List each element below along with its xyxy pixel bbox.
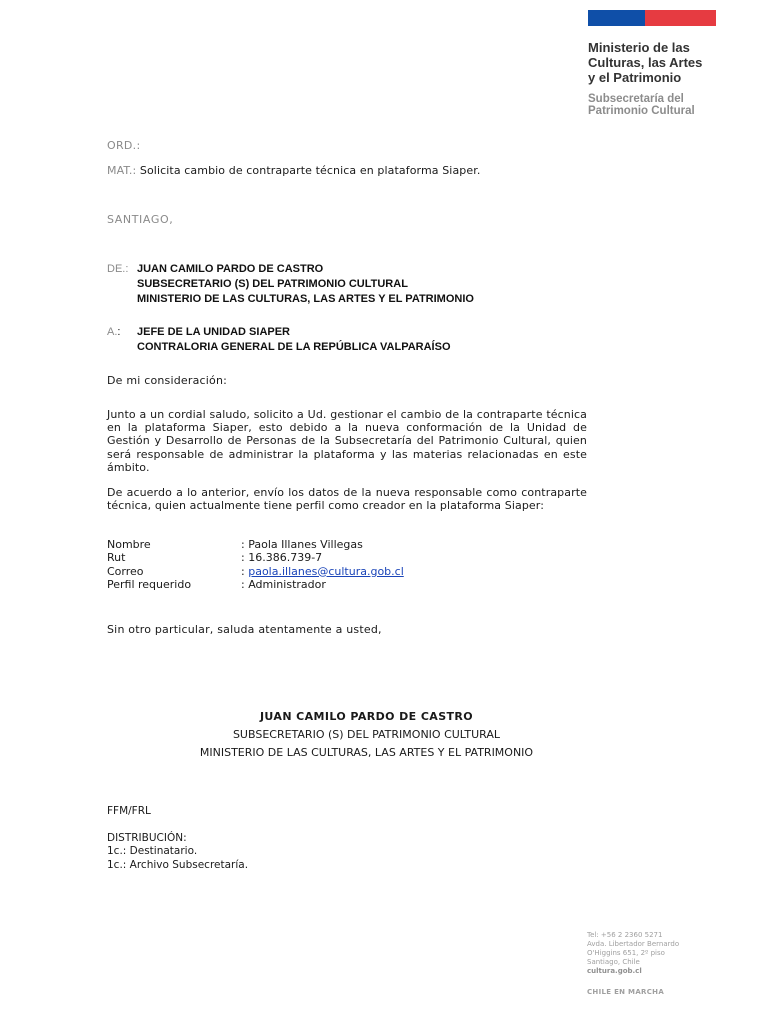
flag-blue-segment <box>588 10 645 26</box>
a-colon: : <box>117 326 121 338</box>
flag-red-segment <box>645 10 716 26</box>
signature-name: JUAN CAMILO PARDO DE CASTRO <box>259 710 474 723</box>
ministry-line: Ministerio de las <box>588 40 690 55</box>
footer-line: O'Higgins 651, 2º piso <box>587 949 665 957</box>
ord-label: ORD.: <box>107 139 141 152</box>
subsecretaria-line: Patrimonio Cultural <box>588 105 695 117</box>
subject-text: Solicita cambio de contraparte técnica en plataforma Siaper. <box>139 164 481 177</box>
detail-row-perfil <box>107 578 404 591</box>
footer-tagline: CHILE EN MARCHA <box>587 988 665 996</box>
detail-sep: : <box>241 577 245 591</box>
detail-label: Correo <box>107 564 144 578</box>
sender-block <box>107 262 474 307</box>
footer-line: Tel: +56 2 2360 5271 <box>587 931 663 939</box>
detail-row-correo <box>107 565 404 578</box>
detail-value: Paola Illanes Villegas <box>248 538 363 551</box>
recipient-org: CONTRALORIA GENERAL DE LA REPÚBLICA VALPARAÍSO <box>137 341 451 353</box>
distribution-title: DISTRIBUCIÓN: <box>107 832 187 844</box>
contact-details <box>107 538 404 591</box>
recipient-title: JEFE DE LA UNIDAD SIAPER <box>137 326 291 338</box>
detail-value: Administrador <box>248 577 326 591</box>
sender-name: JUAN CAMILO PARDO DE CASTRO <box>137 263 324 275</box>
footer-line: Avda. Libertador Bernardo <box>587 940 680 948</box>
footer-website: cultura.gob.cl <box>587 967 642 975</box>
sender-title: SUBSECRETARIO (S) DEL PATRIMONIO CULTURAL <box>137 278 408 290</box>
paragraph-request: Junto a un cordial saludo, solicito a Ud. gestionar el cambio de la contraparte técnica en la plataforma Siaper, esto debido a la nueva conformación de la Unidad de Gestión y Desarrollo de Personas de la Subsecretaría del Patrimonio Cultural, quien será responsable de administrar la plataforma y las materias relacionadas en este ámbito. <box>107 408 587 474</box>
subsecretaria-name <box>588 93 695 117</box>
government-flag-bar <box>588 10 716 26</box>
distribution-item: 1c.: Archivo Subsecretaría. <box>107 858 249 871</box>
paragraph-details-intro: De acuerdo a lo anterior, envío los datos de la nueva responsable como contraparte técnica, quien actualmente tiene perfil como creador en la plataforma Siaper: <box>107 486 587 513</box>
signature-block <box>100 708 633 762</box>
detail-sep: : <box>241 564 245 578</box>
city-line: SANTIAGO, <box>107 213 174 226</box>
detail-label: Perfil requerido <box>107 577 192 591</box>
closing-line: Sin otro particular, saluda atentamente a usted, <box>107 623 382 636</box>
detail-value: 16.386.739-7 <box>248 551 323 565</box>
de-label: DE.: <box>107 263 129 275</box>
mat-label: MAT.: <box>107 164 137 177</box>
subsecretaria-line: Subsecretaría del <box>588 93 684 105</box>
signature-org: MINISTERIO DE LAS CULTURAS, LAS ARTES Y EL PATRIMONIO <box>199 746 534 759</box>
detail-sep: : <box>241 551 245 565</box>
detail-label: Nombre <box>107 538 151 551</box>
detail-label: Rut <box>107 551 126 565</box>
sender-org: MINISTERIO DE LAS CULTURAS, LAS ARTES Y EL PATRIMONIO <box>137 293 474 305</box>
footer-line: Santiago, Chile <box>587 958 640 966</box>
detail-sep: : <box>241 538 245 551</box>
ministry-name <box>588 40 758 85</box>
ministry-line: y el Patrimonio <box>588 70 682 85</box>
footer-contact <box>587 931 679 976</box>
initials: FFM/FRL <box>107 805 151 817</box>
detail-row-nombre <box>107 538 404 551</box>
recipient-block <box>107 325 451 355</box>
distribution-item: 1c.: Destinatario. <box>107 845 198 858</box>
detail-row-rut <box>107 551 404 564</box>
signature-title: SUBSECRETARIO (S) DEL PATRIMONIO CULTURAL <box>232 728 501 741</box>
distribution-block <box>107 832 248 872</box>
email-link[interactable]: paola.illanes@cultura.gob.cl <box>248 564 404 578</box>
greeting: De mi consideración: <box>107 374 228 387</box>
subject-line <box>107 164 480 177</box>
a-label: A. <box>107 326 118 338</box>
ministry-line: Culturas, las Artes <box>588 55 703 70</box>
